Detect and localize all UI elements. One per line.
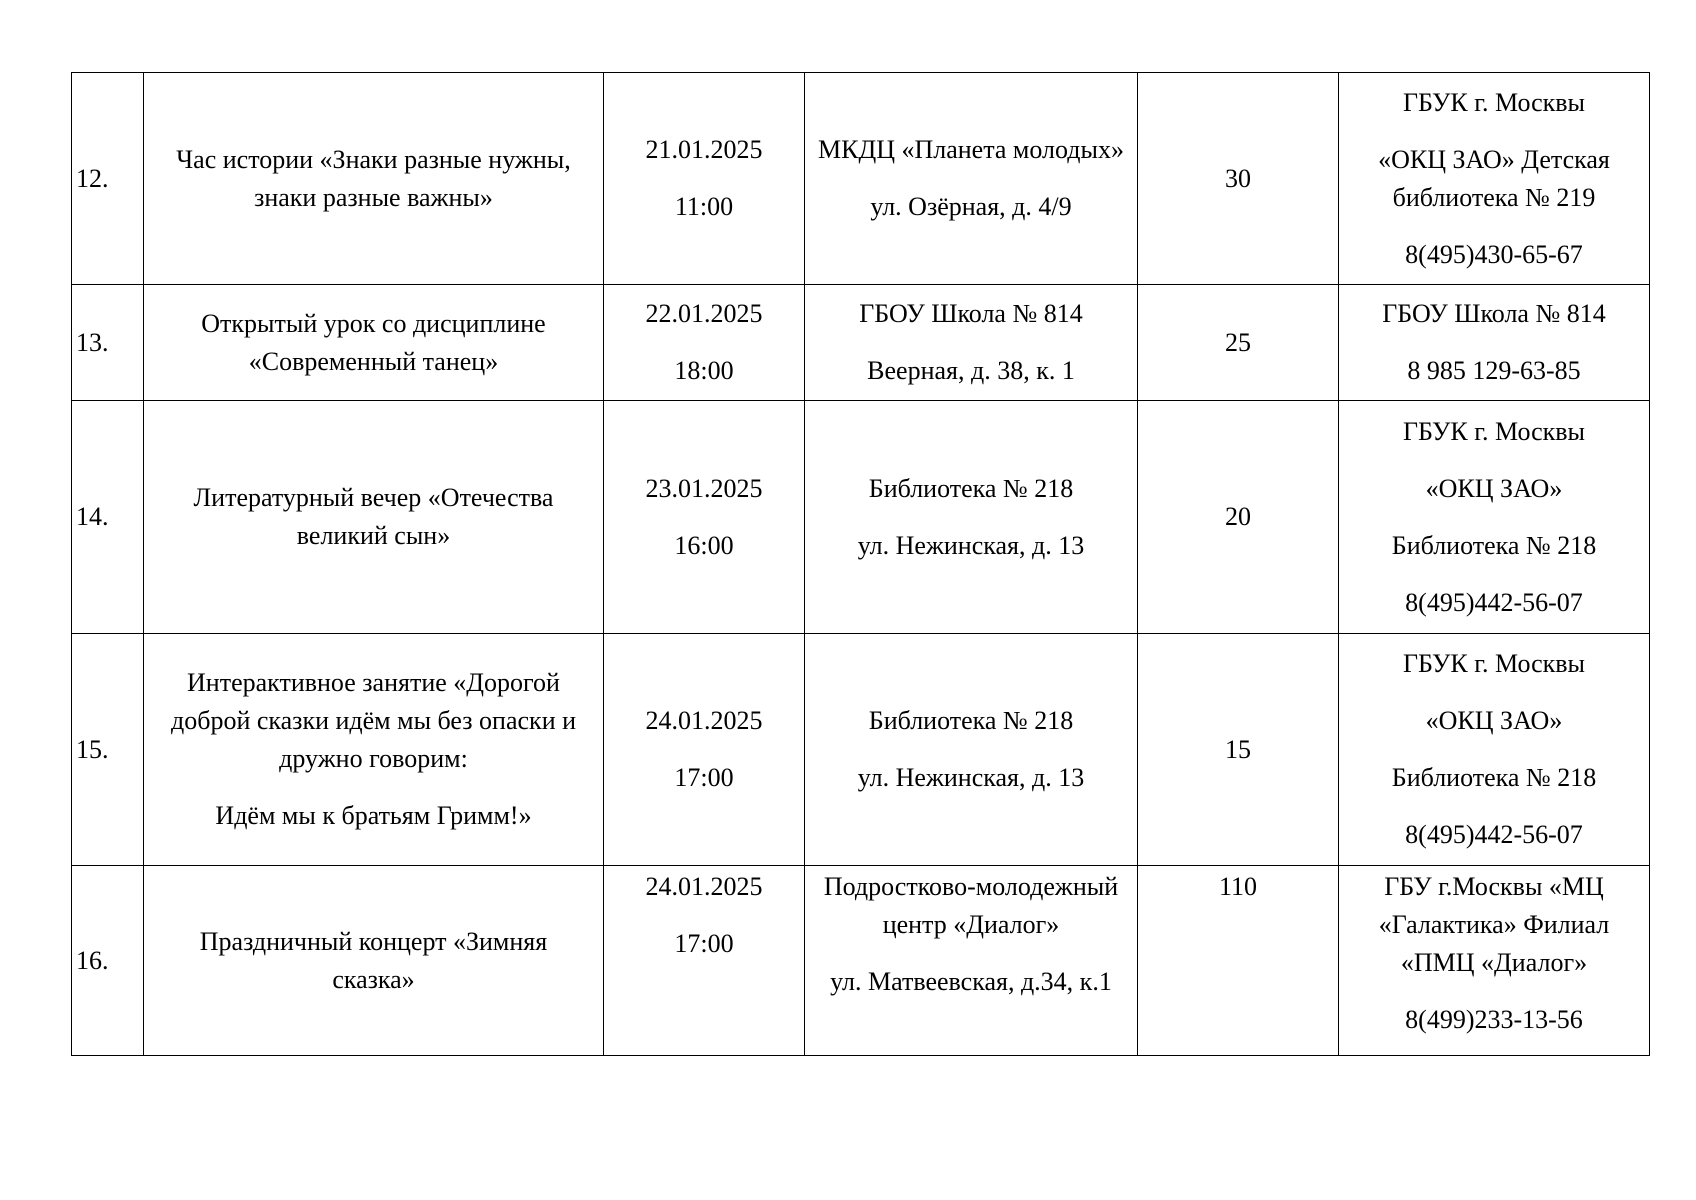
row-number: 13. (72, 285, 144, 401)
event-organizer: ГБОУ Школа № 814 8 985 129-63-85 (1339, 285, 1650, 401)
event-organizer: ГБУК г. Москвы «ОКЦ ЗАО» Библиотека № 218 8(495)442-56-07 (1339, 634, 1650, 866)
event-time: 16:00 (674, 530, 734, 560)
event-organizer: ГБУК г. Москвы «ОКЦ ЗАО» Детская библиотека № 219 8(495)430-65-67 (1339, 73, 1650, 285)
table-row (72, 634, 1650, 866)
event-date: 24.01.2025 (645, 706, 763, 735)
event-time: 11:00 (674, 192, 734, 221)
table-row (72, 285, 1650, 401)
event-time: 18:00 (674, 356, 734, 385)
event-date-time (604, 634, 805, 866)
event-title: Час истории «Знаки разные нужны, знаки разные важны» (144, 73, 604, 285)
event-venue: ГБОУ Школа № 814 Веерная, д. 38, к. 1 (805, 285, 1138, 401)
row-number: 15. (72, 634, 144, 866)
event-time: 17:00 (674, 763, 734, 792)
table-row (72, 401, 1650, 634)
event-organizer: ГБУК г. Москвы «ОКЦ ЗАО» Библиотека № 218 8(495)442-56-07 (1339, 401, 1650, 634)
table-row (72, 73, 1650, 285)
event-title: Литературный вечер «Отечества великий сын» (144, 401, 604, 634)
participants-count: 110 (1138, 866, 1339, 1056)
events-table (71, 72, 1650, 1056)
event-date: 23.01.2025 (645, 473, 763, 503)
event-date-time (604, 401, 805, 634)
participants-count: 15 (1138, 634, 1339, 866)
event-title: Праздничный концерт «Зимняя сказка» (144, 866, 604, 1056)
event-date-time (604, 866, 805, 1056)
event-organizer: ГБУ г.Москвы «МЦ «Галактика» Филиал «ПМЦ «Диалог» 8(499)233-13-56 (1339, 866, 1650, 1056)
event-date: 24.01.2025 (645, 872, 763, 901)
event-date: 21.01.2025 (645, 135, 763, 164)
row-number: 16. (72, 866, 144, 1056)
event-time: 17:00 (674, 929, 734, 958)
table-row (72, 866, 1650, 1056)
participants-count: 30 (1138, 73, 1339, 285)
event-venue: МКДЦ «Планета молодых» ул. Озёрная, д. 4/9 (805, 73, 1138, 285)
event-date: 22.01.2025 (645, 299, 763, 328)
event-title: Интерактивное занятие «Дорогой доброй сказки идём мы без опаски и дружно говорим: Идём мы к братьям Гримм!» (144, 634, 604, 866)
event-venue: Библиотека № 218 ул. Нежинская, д. 13 (805, 634, 1138, 866)
event-venue: Подростково-молодежный центр «Диалог» ул. Матвеевская, д.34, к.1 (805, 866, 1138, 1056)
event-date-time (604, 285, 805, 401)
row-number: 12. (72, 73, 144, 285)
participants-count: 20 (1138, 401, 1339, 634)
event-title: Открытый урок со дисциплине «Современный танец» (144, 285, 604, 401)
event-venue: Библиотека № 218 ул. Нежинская, д. 13 (805, 401, 1138, 634)
event-date-time (604, 73, 805, 285)
participants-count: 25 (1138, 285, 1339, 401)
row-number: 14. (72, 401, 144, 634)
